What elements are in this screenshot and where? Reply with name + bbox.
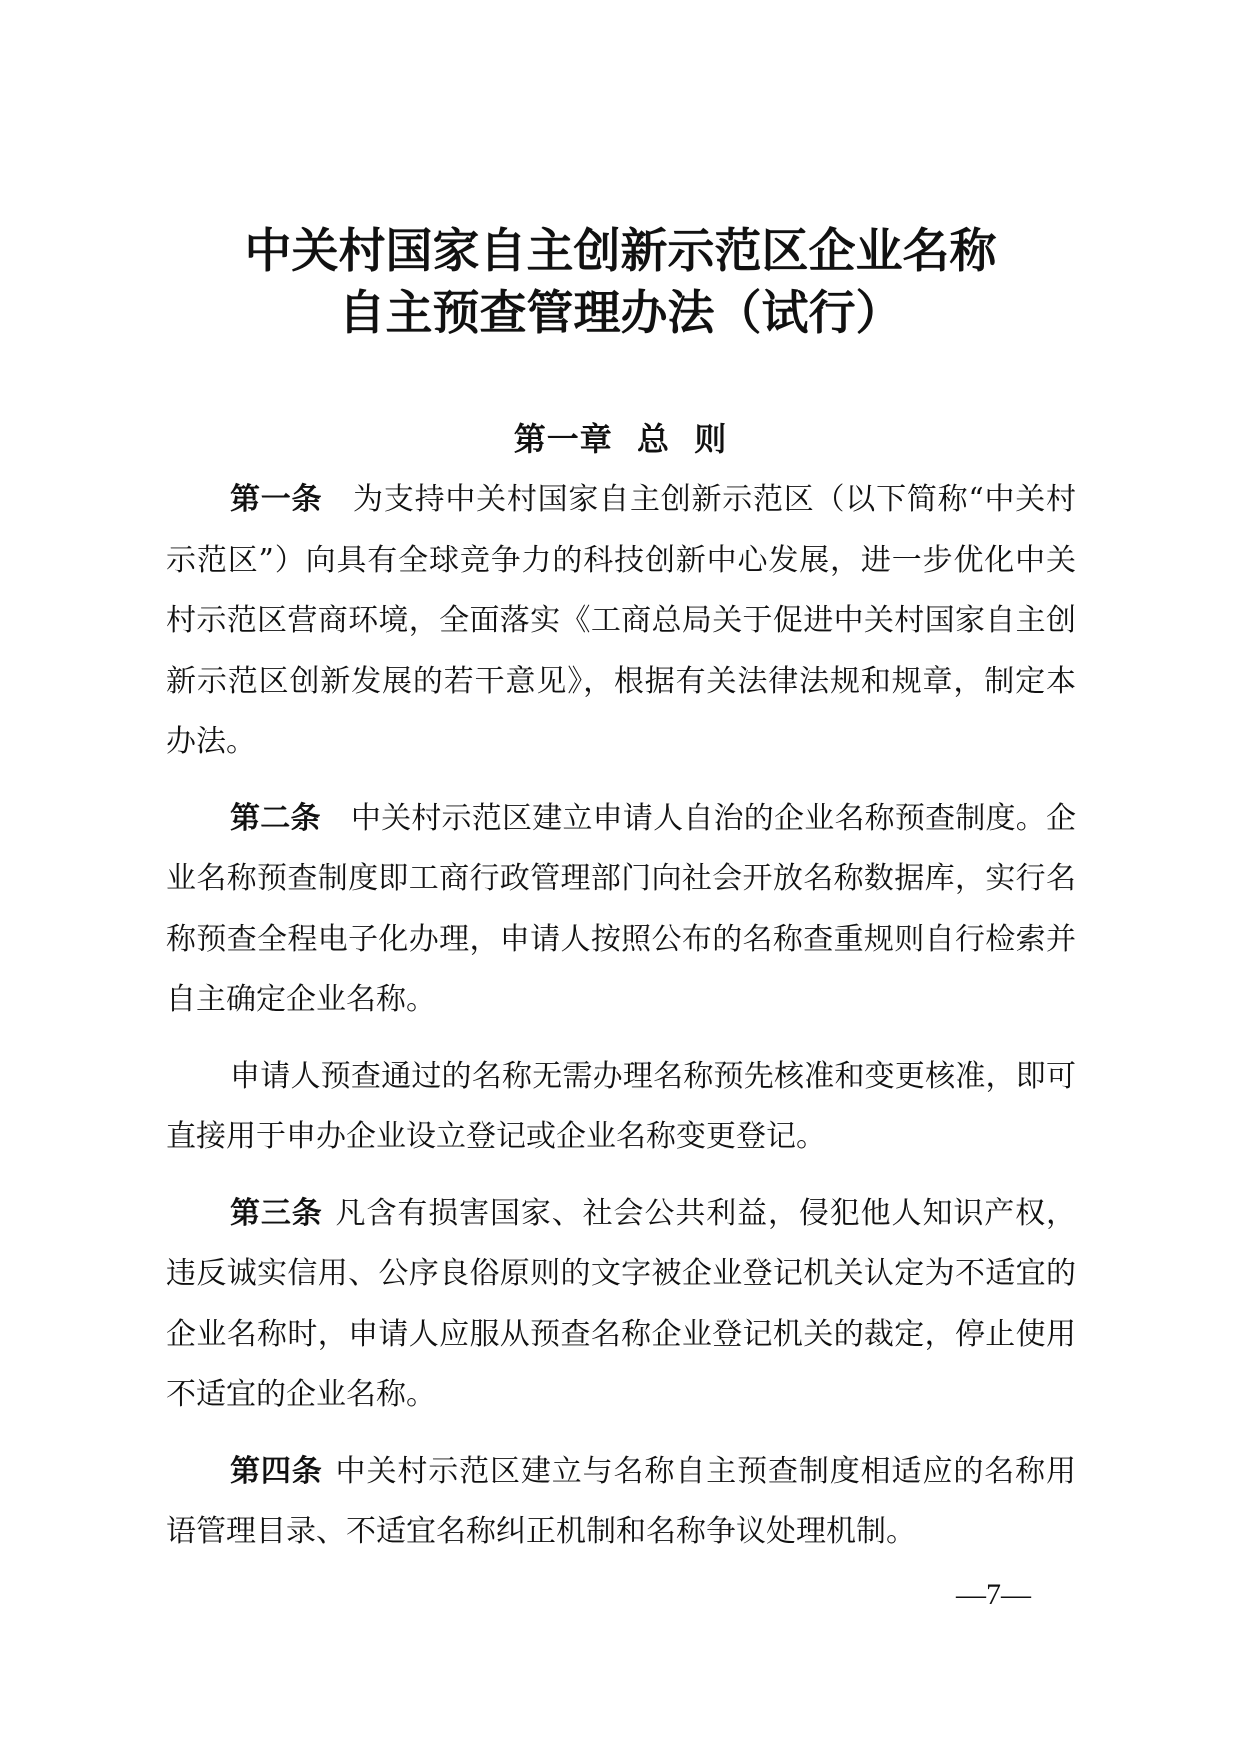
document-title-line-1: 中关村国家自主创新示范区企业名称 (244, 224, 997, 279)
article-1 (166, 470, 1076, 773)
article-1-text: 为支持中关村国家自主创新示范区（以下简称“中关村示范区”）向具有全球竞争力的科技创新中心发展，进一步优化中关村示范区营商环境，全面落实《工商总局关于促进中关村国家自主创新示范区创新发展的若干意见》，根据有关法律法规和规章，制定本办法。 (166, 482, 1076, 759)
article-2-heading: 第二条 (230, 800, 321, 836)
article-2 (166, 789, 1076, 1031)
article-1-heading: 第一条 (230, 482, 323, 517)
article-4 (166, 1442, 1076, 1563)
article-2-text: 中关村示范区建立申请人自治的企业名称预查制度。企业名称预查制度即工商行政管理部门向社会开放名称数据库，实行名称预查全程电子化办理，申请人按照公布的名称查重规则自行检索并自主确定企业名称。 (166, 800, 1077, 1017)
article-2-paragraph-2 (166, 1047, 1076, 1168)
page-number: —7— (956, 1578, 1031, 1611)
article-3-text: 凡含有损害国家、社会公共利益，侵犯他人知识产权，违反诚实信用、公序良俗原则的文字被企业登记机关认定为不适宜的企业名称时，申请人应服从预查名称企业登记机关的裁定，停止使用不适宜的企业名称。 (166, 1195, 1077, 1412)
article-2-paragraph-2-text: 申请人预查通过的名称无需办理名称预先核准和变更核准，即可直接用于申办企业设立登记或企业名称变更登记。 (166, 1058, 1076, 1154)
document-body (166, 470, 1076, 1579)
article-4-heading: 第四条 (230, 1453, 323, 1489)
article-3-heading: 第三条 (230, 1195, 323, 1231)
article-3 (166, 1184, 1076, 1426)
document-title-line-2: 自主预查管理办法（试行） (338, 286, 903, 341)
chapter-heading: 第一章 总 则 (513, 420, 728, 458)
article-4-text: 中关村示范区建立与名称自主预查制度相适应的名称用语管理目录、不适宜名称纠正机制和名称争议处理机制。 (166, 1453, 1077, 1549)
